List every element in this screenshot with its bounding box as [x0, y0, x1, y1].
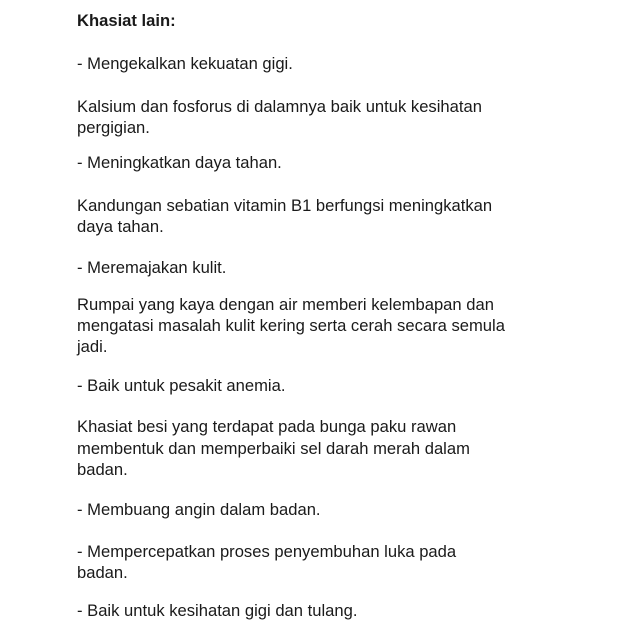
benefit-heading: - Baik untuk kesihatan gigi dan tulang. — [77, 601, 358, 620]
section-title: Khasiat lain: — [77, 11, 176, 30]
benefit-description: jadi. — [77, 337, 108, 356]
benefit-heading: - Baik untuk pesakit anemia. — [77, 376, 286, 395]
benefit-description: Rumpai yang kaya dengan air memberi kelembapan dan — [77, 295, 494, 314]
benefit-heading: - Meremajakan kulit. — [77, 258, 227, 277]
benefit-heading: - Mengekalkan kekuatan gigi. — [77, 54, 293, 73]
benefit-description: membentuk dan memperbaiki sel darah merah dalam — [77, 439, 470, 458]
benefit-heading: - Membuang angin dalam badan. — [77, 500, 321, 519]
benefit-heading: - Mempercepatkan proses penyembuhan luka pada — [77, 542, 457, 561]
benefit-description: badan. — [77, 460, 128, 479]
benefit-description: badan. — [77, 563, 128, 582]
benefit-heading: - Meningkatkan daya tahan. — [77, 153, 282, 172]
benefit-description: daya tahan. — [77, 217, 164, 236]
benefit-description: pergigian. — [77, 118, 150, 137]
benefit-description: Kandungan sebatian vitamin B1 berfungsi meningkatkan — [77, 196, 493, 215]
benefit-description: Kalsium dan fosforus di dalamnya baik untuk kesihatan — [77, 97, 482, 116]
benefit-description: Khasiat besi yang terdapat pada bunga paku rawan — [77, 417, 457, 436]
benefit-description: mengatasi masalah kulit kering serta cerah secara semula — [77, 316, 505, 335]
